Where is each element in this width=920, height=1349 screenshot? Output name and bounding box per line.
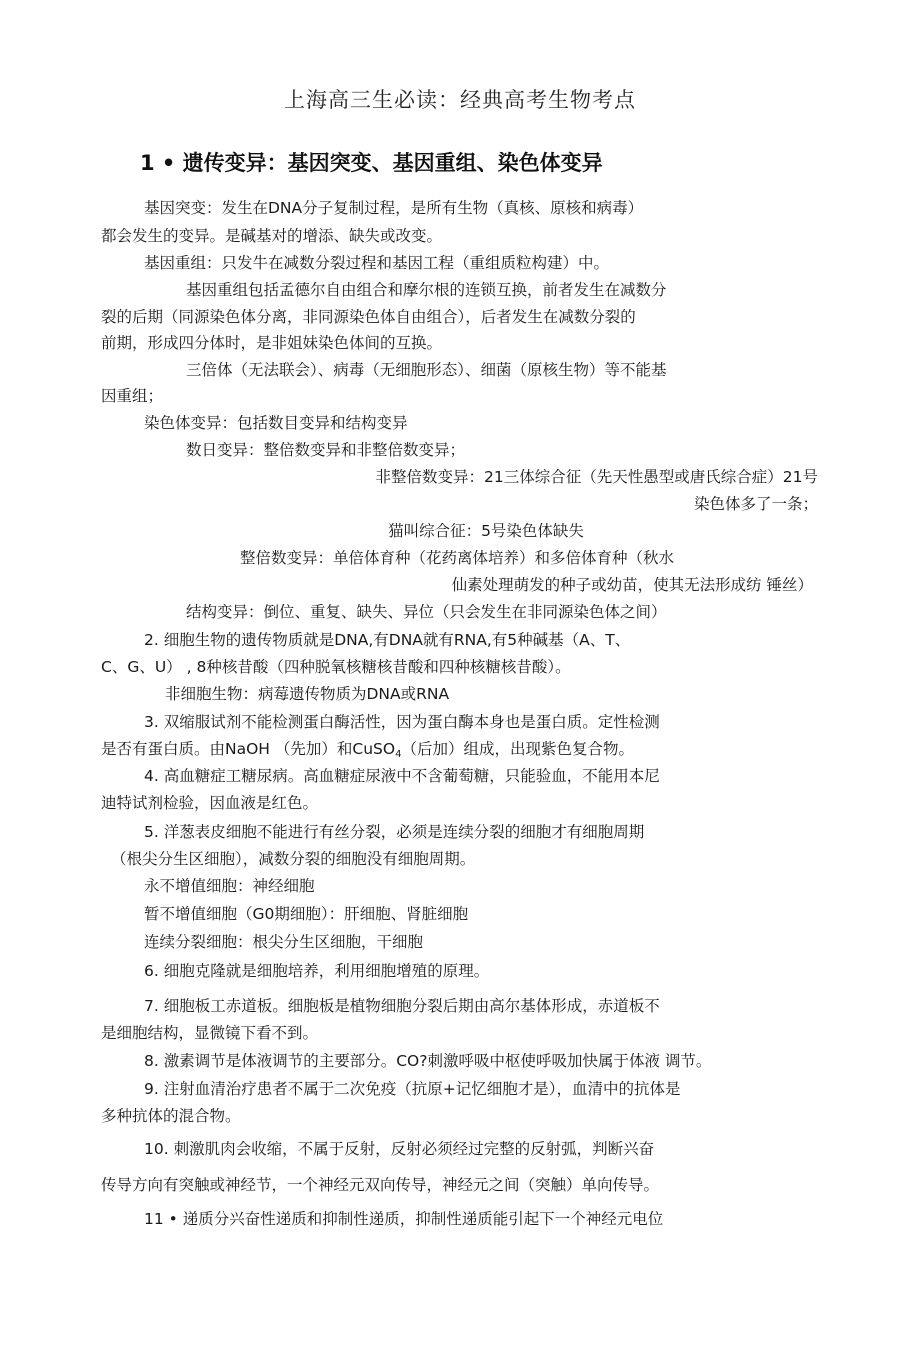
section-heading: 1 • 遗传变异：基因突变、基因重组、染色体变异 — [140, 151, 603, 175]
text-line: （根尖分生区细胞），减数分裂的细胞没有细胞周期。 — [111, 850, 476, 868]
text-line: 迪特试剂检验，因血液是红色。 — [101, 794, 319, 812]
text-line: 仙素处理萌发的种子或幼苗，使其无法形成纺 锤丝） — [451, 576, 813, 594]
text-line: 前期，形成四分体时，是非姐妹染色体间的互换。 — [101, 334, 443, 352]
text-line: 3. 双缩服试剂不能检测蛋白酶活性，因为蛋白酶本身也是蛋白质。定性检测 — [144, 713, 660, 731]
text-line: 10. 刺激肌肉会收缩，不属于反射，反射必须经过完整的反射弧，判断兴奋 — [144, 1140, 655, 1158]
text-line: 暂不增值细胞（G0期细胞）：肝细胞、肾脏细胞 — [144, 905, 469, 923]
text-line: 2. 细胞生物的遗传物质就是DNA,有DNA就有RNA,有5种碱基（A、T、 — [144, 631, 631, 649]
text-line: 裂的后期（同源染色体分离，非同源染色体自由组合），后者发生在减数分裂的 — [101, 308, 636, 326]
text-line: 传导方向有突触或神经节，一个神经元双向传导，神经元之间（突触）单向传导。 — [101, 1176, 660, 1194]
text-line: 多种抗体的混合物。 — [101, 1107, 241, 1125]
text-line: 三倍体（无法联会）、病毒（无细胞形态）、细菌（原核生物）等不能基 — [186, 361, 667, 379]
text-line: 都会发生的变异。是碱基对的增添、缺失或改变。 — [101, 227, 443, 245]
subscript: 4 — [395, 749, 402, 760]
text-line: C、G、U） , 8种核昔酸（四种脱氧核糖核昔酸和四种核糖核昔酸）。 — [101, 658, 571, 676]
text-line: 基因重组：只发牛在减数分裂过程和基因工程（重组质粒构建）中。 — [144, 254, 610, 272]
text-line: 数日变异：整倍数变异和非整倍数变异； — [186, 441, 466, 459]
text-line: 非整倍数变异：21三体综合征（先天性愚型或唐氏综合症）21号 — [375, 468, 818, 486]
text-line: 因重组； — [101, 387, 164, 405]
text-segment: 是否有蛋白质。由NaOH （先加）和CuSO — [101, 740, 396, 758]
text-line: 永不增值细胞：神经细胞 — [144, 877, 315, 895]
text-segment: （后加）组成，出现紫色复合物。 — [401, 740, 634, 758]
text-line: 9. 注射血清治疗患者不属于二次免疫（抗原+记忆细胞才是），血清中的抗体是 — [144, 1080, 681, 1098]
text-line: 猫叫综合征：5号染色体缺失 — [388, 522, 584, 540]
text-line: 连续分裂细胞：根尖分生区细胞，干细胞 — [144, 933, 424, 951]
text-line: 7. 细胞板工赤道板。细胞板是植物细胞分裂后期由高尔基体形成，赤道板不 — [144, 997, 660, 1015]
text-line: 6. 细胞克隆就是细胞培养，利用细胞增殖的原理。 — [144, 962, 490, 980]
text-line: 4. 高血糖症工糖尿病。高血糖症尿液中不含葡萄糖，只能验血，不能用本尼 — [144, 767, 660, 785]
text-line: 整倍数变异：单倍体育种（花药离体培养）和多倍体育种（秋水 — [240, 549, 675, 567]
text-line: 非细胞生物：病莓遗传物质为DNA或RNA — [165, 685, 450, 703]
text-line: 11 • 递质分兴奋性递质和抑制性递质，抑制性递质能引起下一个神经元电位 — [144, 1210, 664, 1228]
text-line: 基因突变：发生在DNA分子复制过程，是所有生物（真核、原核和病毒） — [144, 199, 644, 217]
text-line: 是细胞结构，显微镜下看不到。 — [101, 1024, 319, 1042]
text-line: 5. 洋葱表皮细胞不能进行有丝分裂，必须是连续分裂的细胞才有细胞周期 — [144, 823, 645, 841]
text-line — [101, 739, 634, 765]
text-line: 基因重组包括孟德尔自由组合和摩尔根的连锁互换，前者发生在减数分 — [186, 281, 667, 299]
text-line: 染色体变异：包括数目变异和结构变异 — [144, 414, 408, 432]
document-title: 上海高三生必读：经典高考生物考点 — [284, 88, 636, 112]
text-line: 染色体多了一条； — [693, 495, 818, 513]
text-line: 8. 激素调节是体液调节的主要部分。CO?刺激呼吸中枢使呼吸加快属于体液 调节。 — [144, 1052, 712, 1070]
text-line: 结构变异：倒位、重复、缺失、异位（只会发生在非同源染色体之间） — [186, 603, 667, 621]
